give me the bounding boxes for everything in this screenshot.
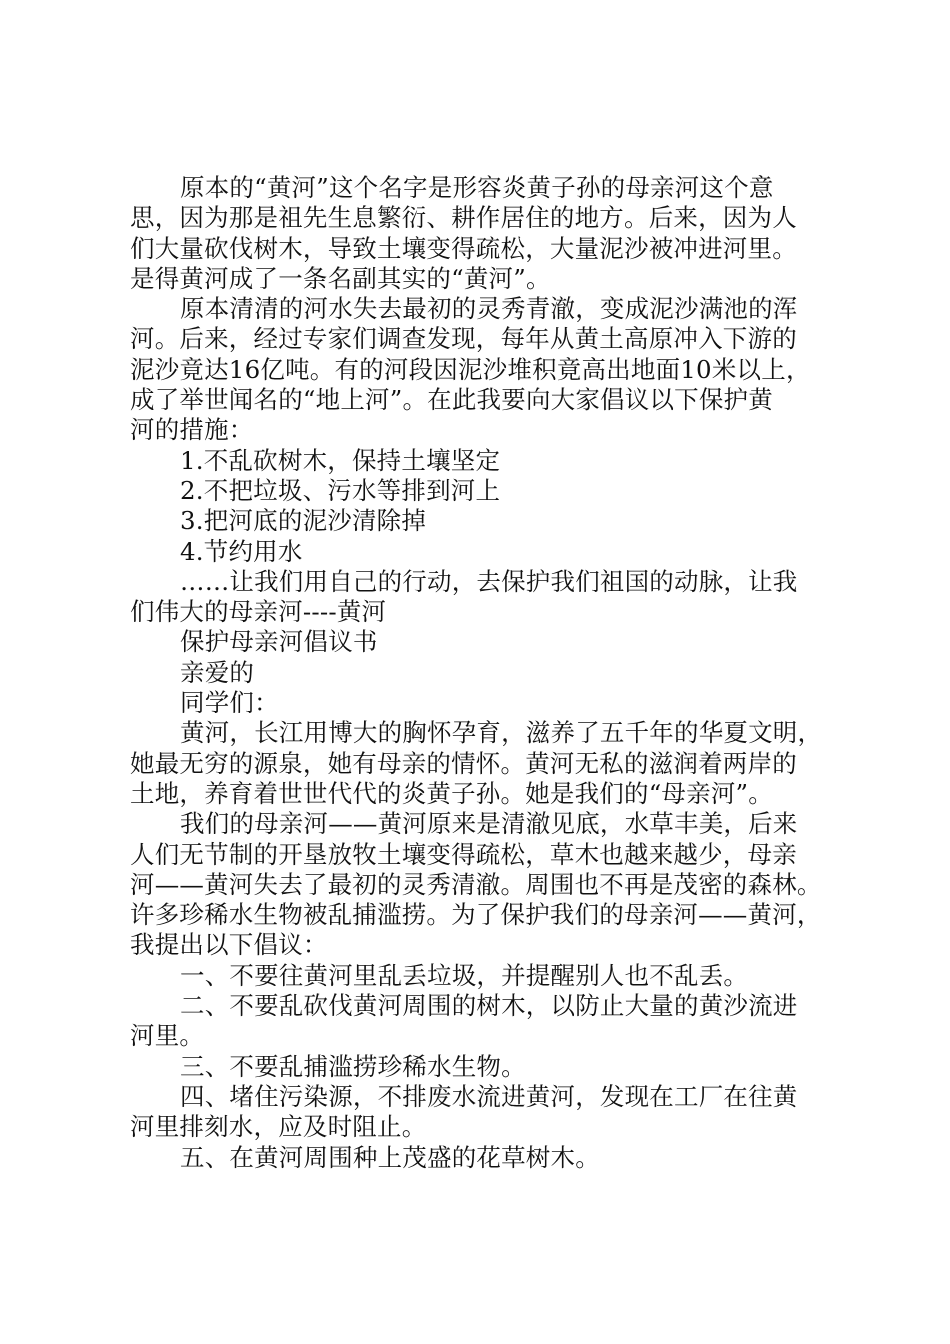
paragraph-first-line: 我们的母亲河——黄河原来是清澈见底，水草丰美，后来 [180, 809, 798, 839]
paragraph-first-line: 四、堵住污染源，不排废水流进黄河，发现在工厂在往黄 [180, 1081, 798, 1111]
paragraph-first-line: 三、不要乱捕滥捞珍稀水生物。 [180, 1051, 526, 1081]
paragraph-line: 成了举世闻名的“地上河”。在此我要向大家倡议以下保护黄 [130, 385, 773, 415]
document-body [130, 173, 830, 1173]
paragraph-first-line: 原本的“黄河”这个名字是形容炎黄子孙的母亲河这个意 [180, 173, 774, 202]
paragraph-line: 河。后来，经过专家们调查发现，每年从黄土高原冲入下游的 [130, 324, 797, 354]
paragraph-first-line: ……让我们用自己的行动，去保护我们祖国的动脉，让我 [180, 566, 798, 596]
paragraph-line: 土地，养育着世世代代的炎黄子孙。她是我们的“母亲河”。 [130, 778, 773, 808]
paragraph-line: 我提出以下倡议： [130, 930, 328, 960]
paragraph-line: 她最无穷的源泉，她有母亲的情怀。黄河无私的滋润着两岸的 [130, 748, 797, 778]
paragraph-line: 河里排刻水，应及时阻止。 [130, 1112, 427, 1142]
paragraph-line: 是得黄河成了一条名副其实的“黄河”。 [130, 263, 551, 293]
paragraph-first-line: 3.把河底的泥沙清除掉 [180, 506, 427, 536]
paragraph-line: 泥沙竟达16亿吨。有的河段因泥沙堆积竟高出地面10米以上， [130, 354, 811, 384]
paragraph-line: 思，因为那是祖先生息繁衍、耕作居住的地方。后来，因为人 [130, 203, 797, 233]
paragraph-first-line: 1.不乱砍树木，保持土壤坚定 [180, 445, 501, 475]
paragraph-first-line: 保护母亲河倡议书 [180, 627, 378, 657]
paragraph-first-line: 2.不把垃圾、污水等排到河上 [180, 475, 501, 505]
paragraph-first-line: 同学们： [180, 688, 279, 718]
paragraph-line: 们伟大的母亲河----黄河 [130, 597, 387, 627]
paragraph-line: 许多珍稀水生物被乱捕滥捞。为了保护我们的母亲河——黄河， [130, 900, 822, 930]
paragraph-line: 河的措施： [130, 415, 254, 445]
paragraph-first-line: 二、不要乱砍伐黄河周围的树木，以防止大量的黄沙流进 [180, 991, 798, 1021]
paragraph-first-line: 一、不要往黄河里乱丢垃圾，并提醒别人也不乱丢。 [180, 960, 749, 990]
paragraph-first-line: 4.节约用水 [180, 536, 303, 566]
paragraph-first-line: 五、在黄河周围种上茂盛的花草树木。 [180, 1142, 600, 1172]
paragraph-first-line: 原本清清的河水失去最初的灵秀青澈，变成泥沙满池的浑 [180, 294, 798, 324]
paragraph-line: 们大量砍伐树木，导致土壤变得疏松，大量泥沙被冲进河里。 [130, 233, 797, 263]
paragraph-first-line: 亲爱的 [180, 657, 255, 687]
paragraph-line: 河——黄河失去了最初的灵秀清澈。周围也不再是茂密的森林。 [130, 869, 822, 899]
paragraph-line: 人们无节制的开垦放牧土壤变得疏松，草木也越来越少，母亲 [130, 839, 797, 869]
paragraph-line: 河里。 [130, 1021, 205, 1051]
paragraph-first-line: 黄河，长江用博大的胸怀孕育，滋养了五千年的华夏文明， [180, 718, 823, 748]
